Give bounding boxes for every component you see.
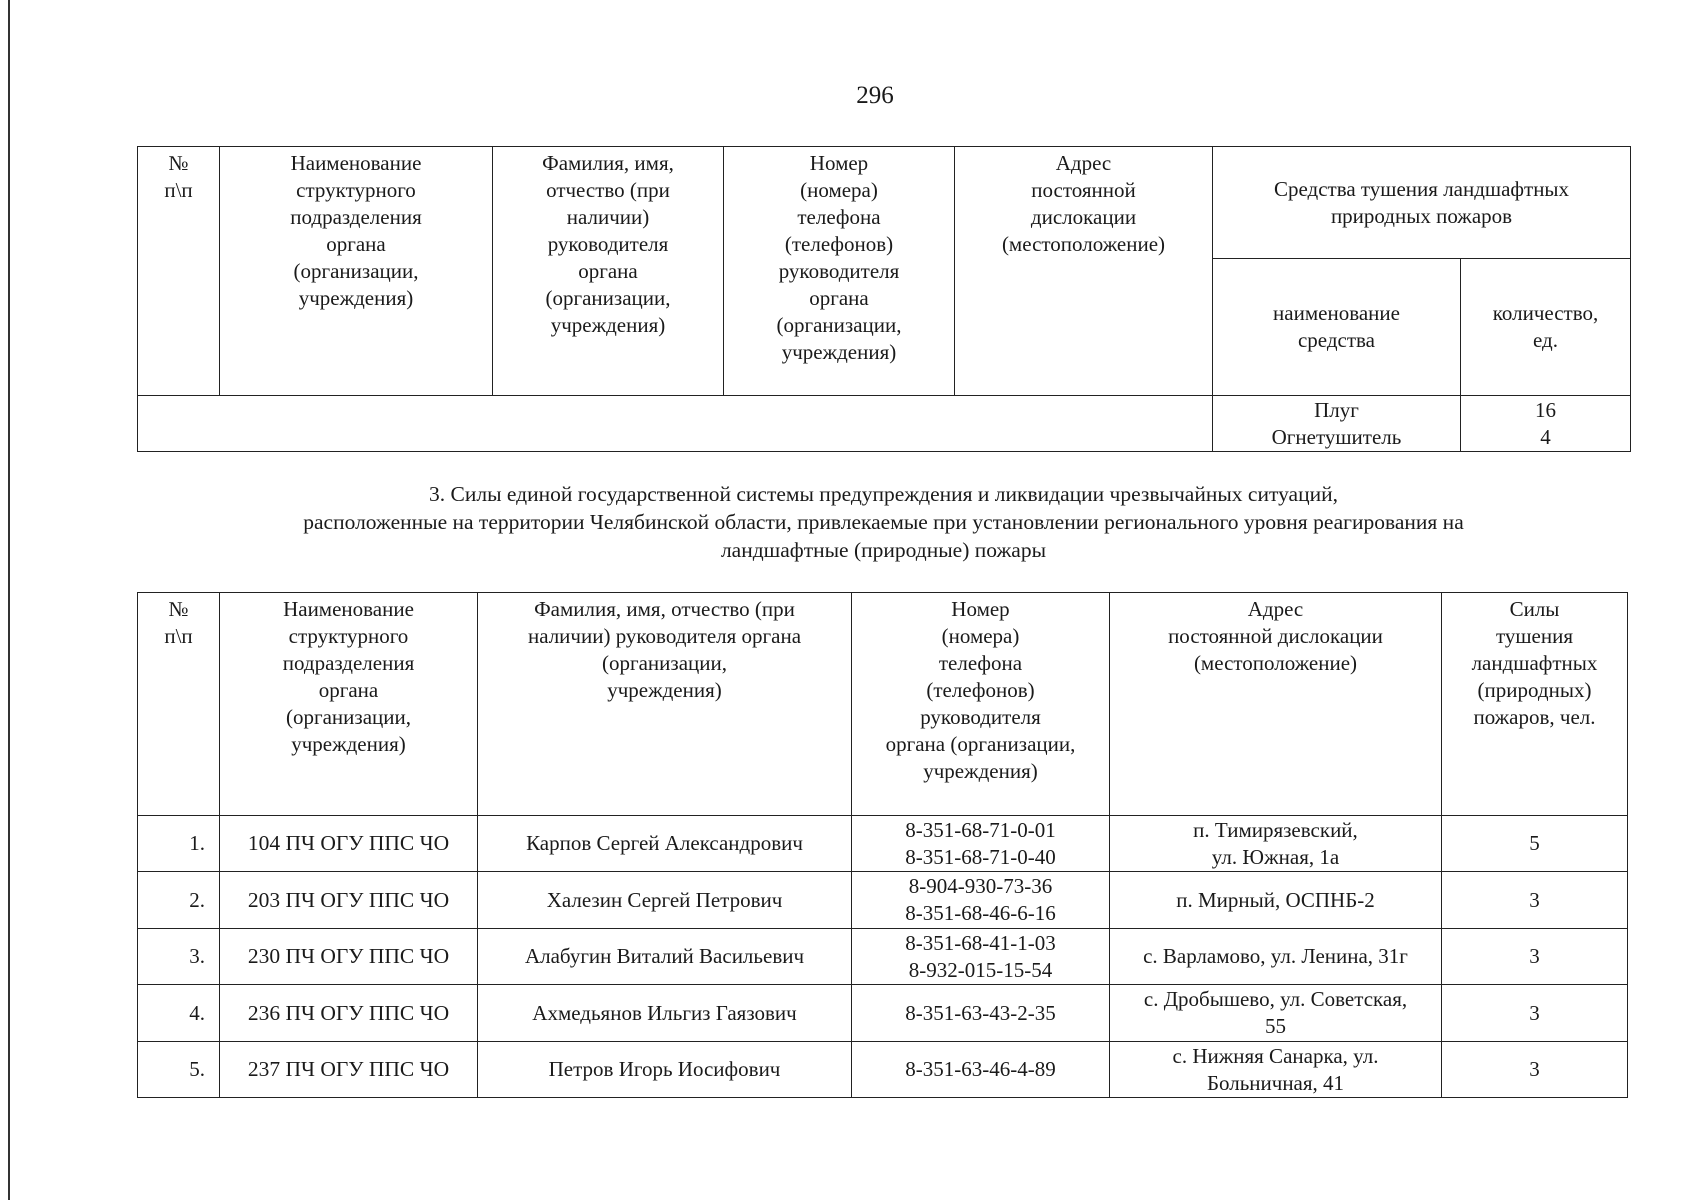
- row-phone: 8-904-930-73-36 8-351-68-46-6-16: [852, 872, 1110, 929]
- header-address: Адрес постоянной дислокации (местоположение): [1110, 593, 1442, 816]
- row-head-name: Карпов Сергей Александрович: [478, 816, 852, 872]
- row-unit: 230 ПЧ ОГУ ППС ЧО: [220, 929, 478, 985]
- row-number: 1.: [138, 816, 220, 872]
- header-head-name: Фамилия, имя, отчество (при наличии) руководителя органа (организации, учреждения): [478, 593, 852, 816]
- forces-table: [137, 592, 1628, 1098]
- header-means-qty: количество, ед.: [1461, 259, 1631, 396]
- table-row: [138, 872, 1628, 929]
- section-title: 3. Силы единой государственной системы предупреждения и ликвидации чрезвычайных ситуаций, расположенные на территории Челябинской области, привлекаемые при установлении регионального уровня реагирования на ландшафтные (природные) пожары: [303, 482, 1464, 562]
- row-number: 4.: [138, 985, 220, 1042]
- row-address: п. Мирный, ОСПНБ-2: [1110, 872, 1442, 929]
- table-row-empty-merged: [138, 396, 1213, 452]
- means-qty-cell: 16 4: [1461, 396, 1631, 452]
- row-number: 2.: [138, 872, 220, 929]
- means-table: [137, 146, 1631, 452]
- header-num: № п\п: [138, 593, 220, 816]
- table-row: [138, 929, 1628, 985]
- row-unit: 237 ПЧ ОГУ ППС ЧО: [220, 1042, 478, 1098]
- header-head-name: Фамилия, имя, отчество (при наличии) руководителя органа (организации, учреждения): [493, 147, 724, 396]
- table-row: [138, 1042, 1628, 1098]
- header-means-group: Средства тушения ландшафтных природных пожаров: [1213, 147, 1631, 259]
- row-phone: 8-351-63-46-4-89: [852, 1042, 1110, 1098]
- row-address: с. Варламово, ул. Ленина, 31г: [1110, 929, 1442, 985]
- header-unit: Наименование структурного подразделения органа (организации, учреждения): [220, 147, 493, 396]
- row-phone: 8-351-68-41-1-03 8-932-015-15-54: [852, 929, 1110, 985]
- header-unit: Наименование структурного подразделения органа (организации, учреждения): [220, 593, 478, 816]
- row-forces: 5: [1442, 816, 1628, 872]
- header-means-name: наименование средства: [1213, 259, 1461, 396]
- row-head-name: Петров Игорь Иосифович: [478, 1042, 852, 1098]
- means-name-cell: Плуг Огнетушитель: [1213, 396, 1461, 452]
- row-unit: 203 ПЧ ОГУ ППС ЧО: [220, 872, 478, 929]
- row-forces: 3: [1442, 872, 1628, 929]
- row-head-name: Ахмедьянов Ильгиз Гаязович: [478, 985, 852, 1042]
- row-address: с. Нижняя Санарка, ул. Больничная, 41: [1110, 1042, 1442, 1098]
- row-unit: 104 ПЧ ОГУ ППС ЧО: [220, 816, 478, 872]
- row-forces: 3: [1442, 929, 1628, 985]
- header-phone: Номер (номера) телефона (телефонов) руководителя органа (организации, учреждения): [852, 593, 1110, 816]
- page-number: 296: [856, 82, 894, 109]
- table-row: [138, 816, 1628, 872]
- row-phone: 8-351-68-71-0-01 8-351-68-71-0-40: [852, 816, 1110, 872]
- row-forces: 3: [1442, 1042, 1628, 1098]
- row-forces: 3: [1442, 985, 1628, 1042]
- row-address: п. Тимирязевский, ул. Южная, 1а: [1110, 816, 1442, 872]
- row-address: с. Дробышево, ул. Советская, 55: [1110, 985, 1442, 1042]
- row-head-name: Алабугин Виталий Васильевич: [478, 929, 852, 985]
- header-phone: Номер (номера) телефона (телефонов) руководителя органа (организации, учреждения): [724, 147, 955, 396]
- row-phone: 8-351-63-43-2-35: [852, 985, 1110, 1042]
- row-head-name: Халезин Сергей Петрович: [478, 872, 852, 929]
- row-number: 3.: [138, 929, 220, 985]
- row-unit: 236 ПЧ ОГУ ППС ЧО: [220, 985, 478, 1042]
- header-address: Адрес постоянной дислокации (местоположение): [955, 147, 1213, 396]
- page-edge-line: [8, 0, 10, 1200]
- table-row: [138, 985, 1628, 1042]
- row-number: 5.: [138, 1042, 220, 1098]
- header-forces: Силы тушения ландшафтных (природных) пожаров, чел.: [1442, 593, 1628, 816]
- header-num: № п\п: [138, 147, 220, 396]
